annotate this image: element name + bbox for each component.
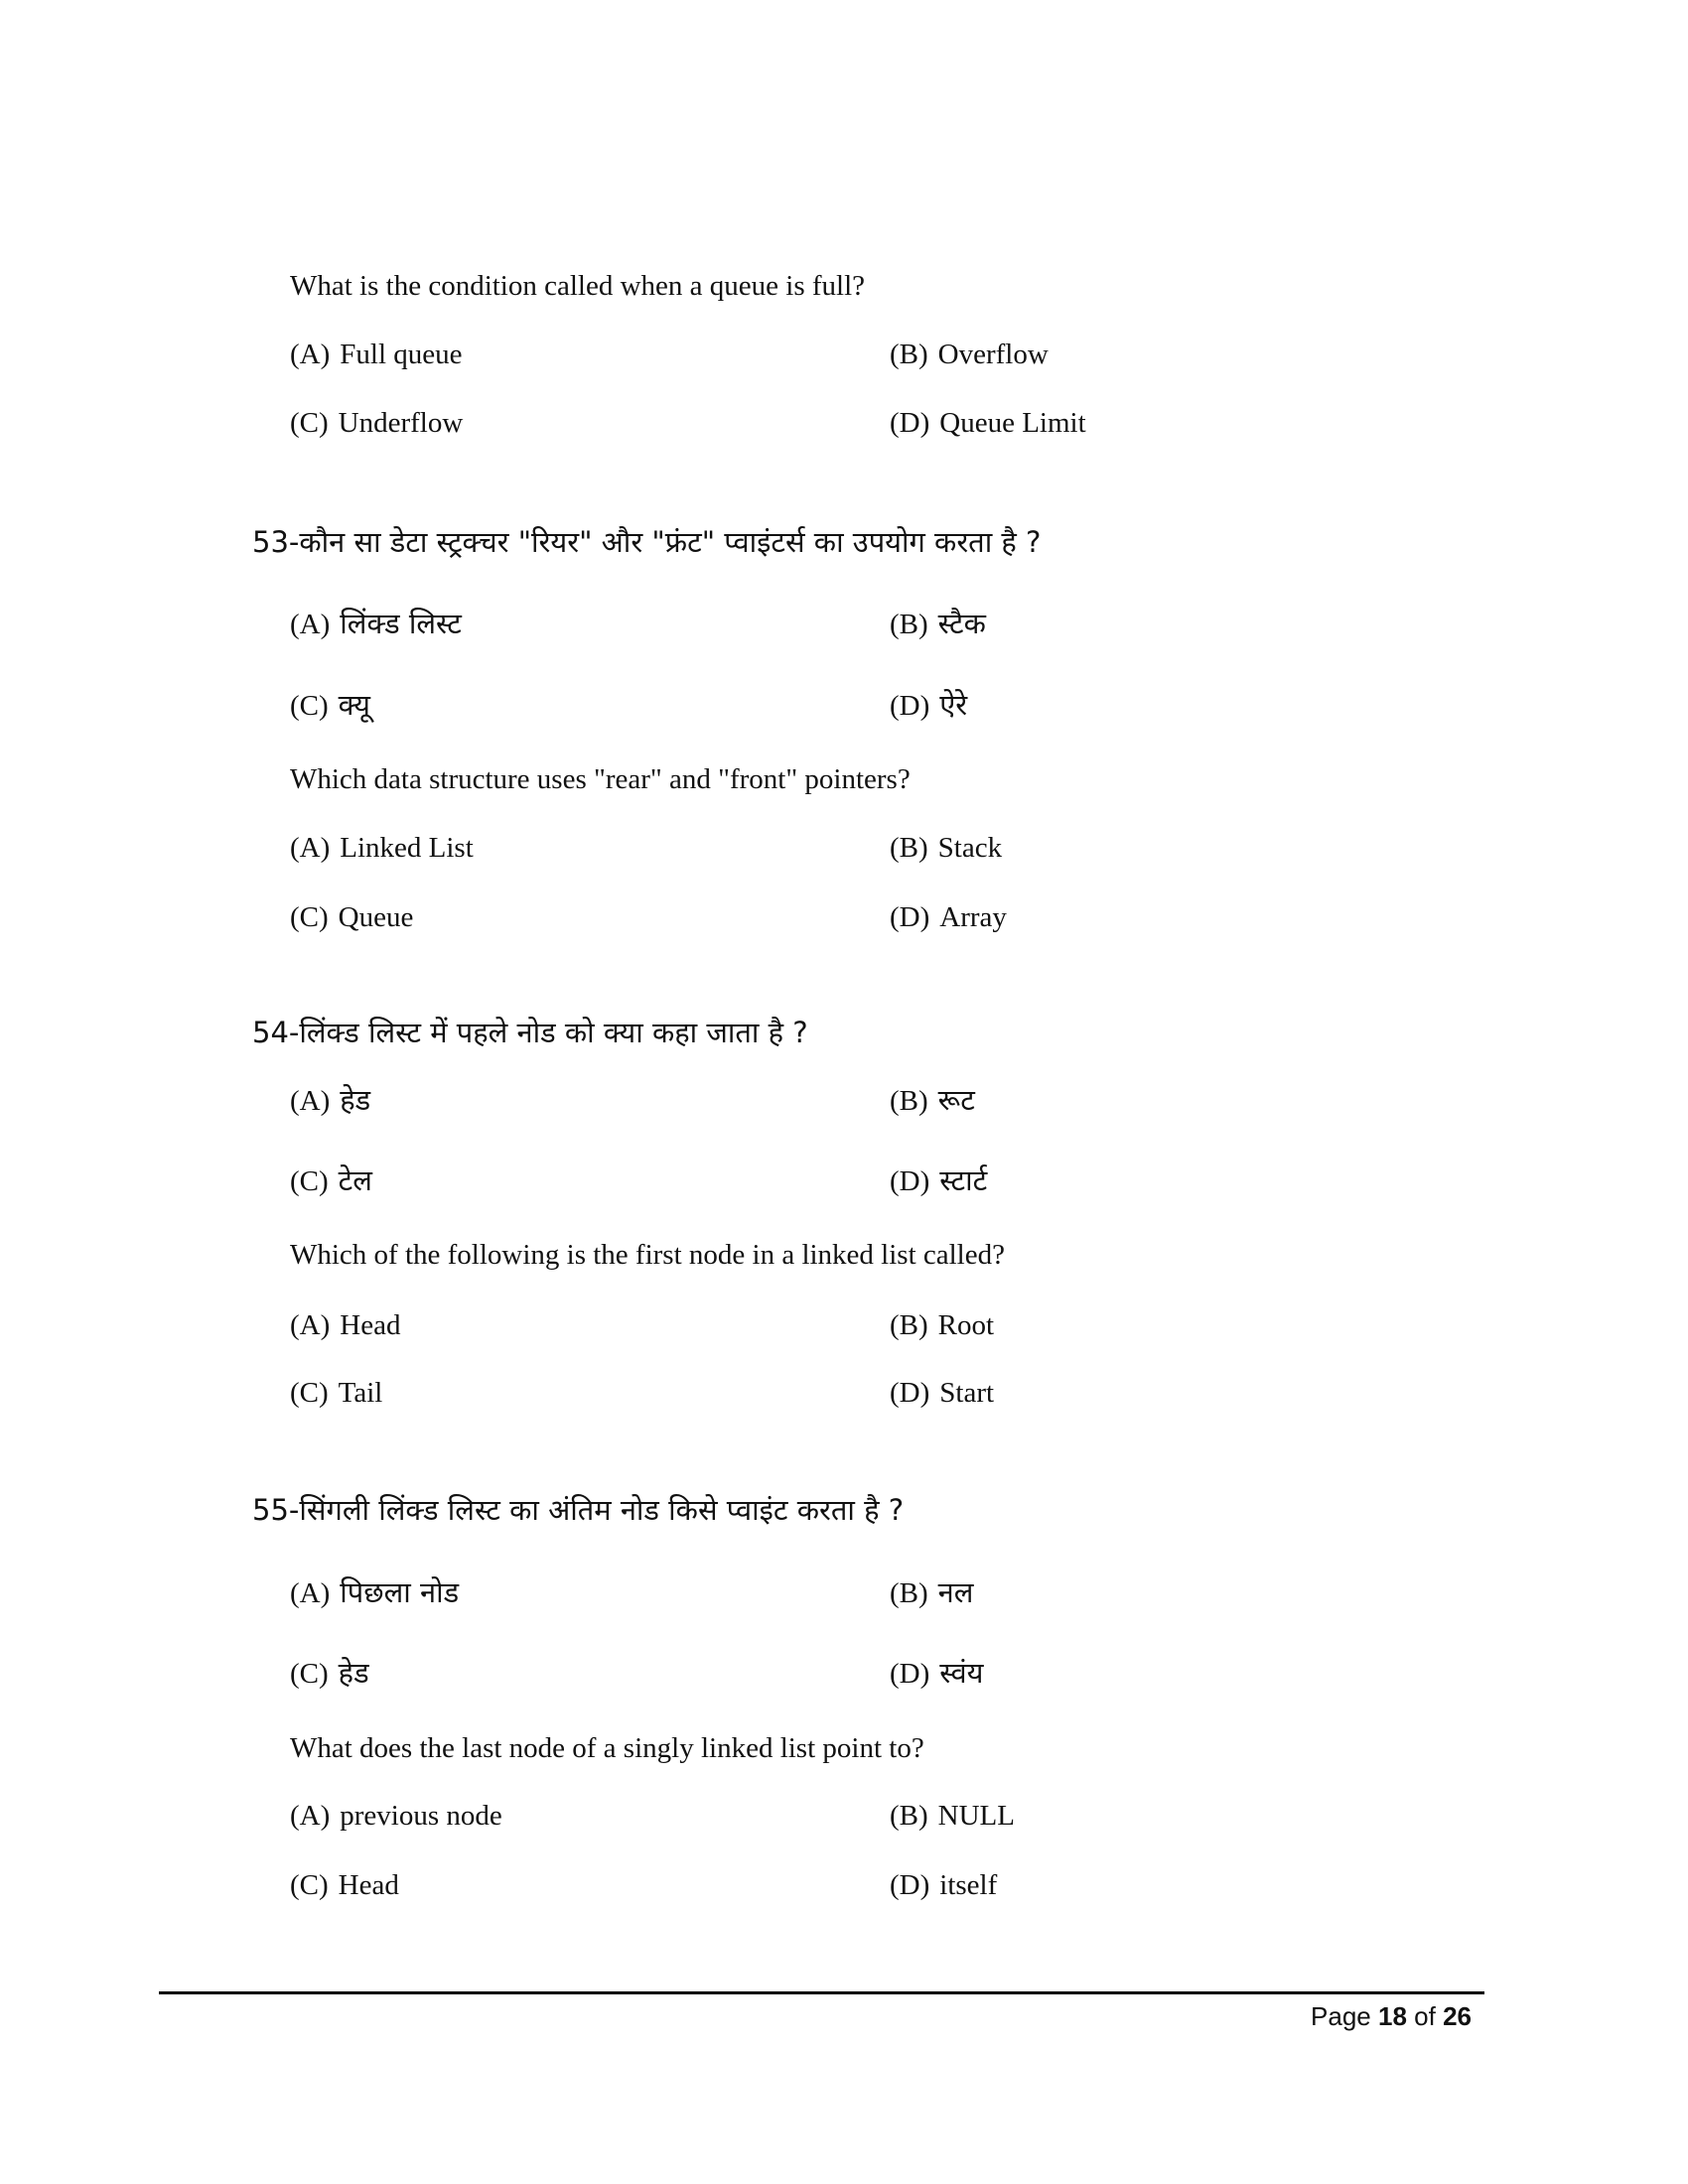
option-d: [890, 1162, 987, 1199]
option-d: [890, 405, 1086, 441]
option-label: (B): [890, 1085, 928, 1117]
option-d: [890, 1867, 997, 1903]
option-a: [290, 1082, 370, 1119]
option-label: (C): [290, 1377, 329, 1409]
option-label: (D): [890, 1165, 930, 1197]
option-c: [290, 899, 413, 935]
option-label: (A): [290, 1085, 331, 1117]
page-number: [1311, 2001, 1472, 2032]
question-number: 53-: [252, 525, 300, 559]
option-text: Linked List: [340, 832, 474, 864]
option-label: (D): [890, 1869, 930, 1901]
option-label: (A): [290, 609, 331, 640]
option-label: (D): [890, 407, 930, 439]
option-text: रूट: [937, 1083, 975, 1117]
option-label: (B): [890, 1309, 928, 1341]
option-c: [290, 1655, 369, 1692]
option-a: [290, 1307, 400, 1343]
option-text: Root: [937, 1309, 995, 1341]
option-text: पिछला नोड: [340, 1575, 460, 1609]
option-label: (D): [890, 1658, 930, 1690]
option-d: [890, 1375, 994, 1411]
question-54-hindi: [252, 1015, 808, 1050]
question-text: Which data structure uses "rear" and "front" pointers?: [290, 763, 911, 795]
option-label: (A): [290, 832, 331, 864]
option-b: [890, 1798, 1015, 1834]
option-text: Queue: [338, 901, 414, 933]
option-text: Start: [939, 1377, 995, 1409]
option-a: [290, 606, 462, 642]
option-d: [890, 1655, 984, 1692]
question-55-hindi: [252, 1492, 904, 1528]
option-label: (C): [290, 690, 329, 722]
option-label: (A): [290, 1800, 331, 1832]
option-label: (C): [290, 1165, 329, 1197]
option-text: itself: [939, 1869, 998, 1901]
option-label: (C): [290, 1869, 329, 1901]
option-text: Head: [340, 1309, 401, 1341]
option-c: [290, 687, 370, 724]
question-number: 55-: [252, 1493, 300, 1527]
question-text: कौन सा डेटा स्ट्रक्चर "रियर" और "फ्रंट" प्वाइंटर्स का उपयोग करता है ?: [299, 525, 1042, 559]
option-d: [890, 899, 1007, 935]
option-b: [890, 1574, 973, 1611]
question-text: What does the last node of a singly linked list point to?: [290, 1732, 924, 1764]
option-label: (B): [890, 832, 928, 864]
option-text: Underflow: [338, 407, 464, 439]
page-prefix: Page: [1311, 2001, 1371, 2031]
option-text: ऐरे: [939, 688, 968, 722]
option-c: [290, 1375, 382, 1411]
option-b: [890, 337, 1049, 372]
option-b: [890, 1082, 975, 1119]
option-text: हेड: [340, 1083, 371, 1117]
total-pages: 26: [1443, 2001, 1472, 2031]
option-label: (A): [290, 1577, 331, 1609]
current-page: 18: [1378, 2001, 1407, 2031]
option-label: (C): [290, 1658, 329, 1690]
footer-divider: [159, 1991, 1484, 1994]
option-text: Queue Limit: [939, 407, 1086, 439]
option-a: [290, 1574, 459, 1611]
question-text: Which of the following is the first node in a linked list called?: [290, 1239, 1005, 1271]
option-b: [890, 830, 1002, 866]
option-text: previous node: [340, 1800, 502, 1832]
option-b: [890, 606, 986, 642]
option-label: (B): [890, 1800, 928, 1832]
option-text: Full queue: [340, 339, 463, 370]
option-label: (B): [890, 609, 928, 640]
question-text: What is the condition called when a queue is full?: [290, 270, 866, 302]
option-text: Head: [338, 1869, 399, 1901]
option-text: नल: [937, 1575, 974, 1609]
option-d: [890, 687, 967, 724]
option-text: Tail: [338, 1377, 383, 1409]
question-text: लिंक्ड लिस्ट में पहले नोड को क्या कहा जाता है ?: [299, 1016, 808, 1049]
option-label: (D): [890, 690, 930, 722]
option-a: [290, 830, 474, 866]
page-of: of: [1414, 2001, 1436, 2031]
option-label: (B): [890, 1577, 928, 1609]
option-label: (C): [290, 901, 329, 933]
option-a: [290, 337, 463, 372]
option-label: (D): [890, 901, 930, 933]
option-text: Stack: [937, 832, 1003, 864]
option-text: हेड: [338, 1656, 369, 1690]
option-text: लिंक्ड लिस्ट: [340, 607, 462, 640]
option-text: Array: [939, 901, 1007, 933]
option-text: स्वंय: [939, 1656, 984, 1690]
option-label: (A): [290, 339, 331, 370]
option-a: [290, 1798, 502, 1834]
option-b: [890, 1307, 994, 1343]
question-53-hindi: [252, 524, 1041, 560]
question-number: 54-: [252, 1016, 300, 1049]
option-text: स्टार्ट: [939, 1163, 988, 1197]
option-text: स्टैक: [937, 607, 986, 640]
option-label: (B): [890, 339, 928, 370]
option-label: (D): [890, 1377, 930, 1409]
option-text: NULL: [937, 1800, 1015, 1832]
question-text: सिंगली लिंक्ड लिस्ट का अंतिम नोड किसे प्वाइंट करता है ?: [299, 1493, 905, 1527]
option-text: क्यू: [338, 688, 371, 722]
option-label: (C): [290, 407, 329, 439]
option-text: Overflow: [937, 339, 1049, 370]
option-c: [290, 1162, 372, 1199]
option-text: टेल: [338, 1163, 372, 1197]
option-label: (A): [290, 1309, 331, 1341]
option-c: [290, 405, 463, 441]
option-c: [290, 1867, 399, 1903]
